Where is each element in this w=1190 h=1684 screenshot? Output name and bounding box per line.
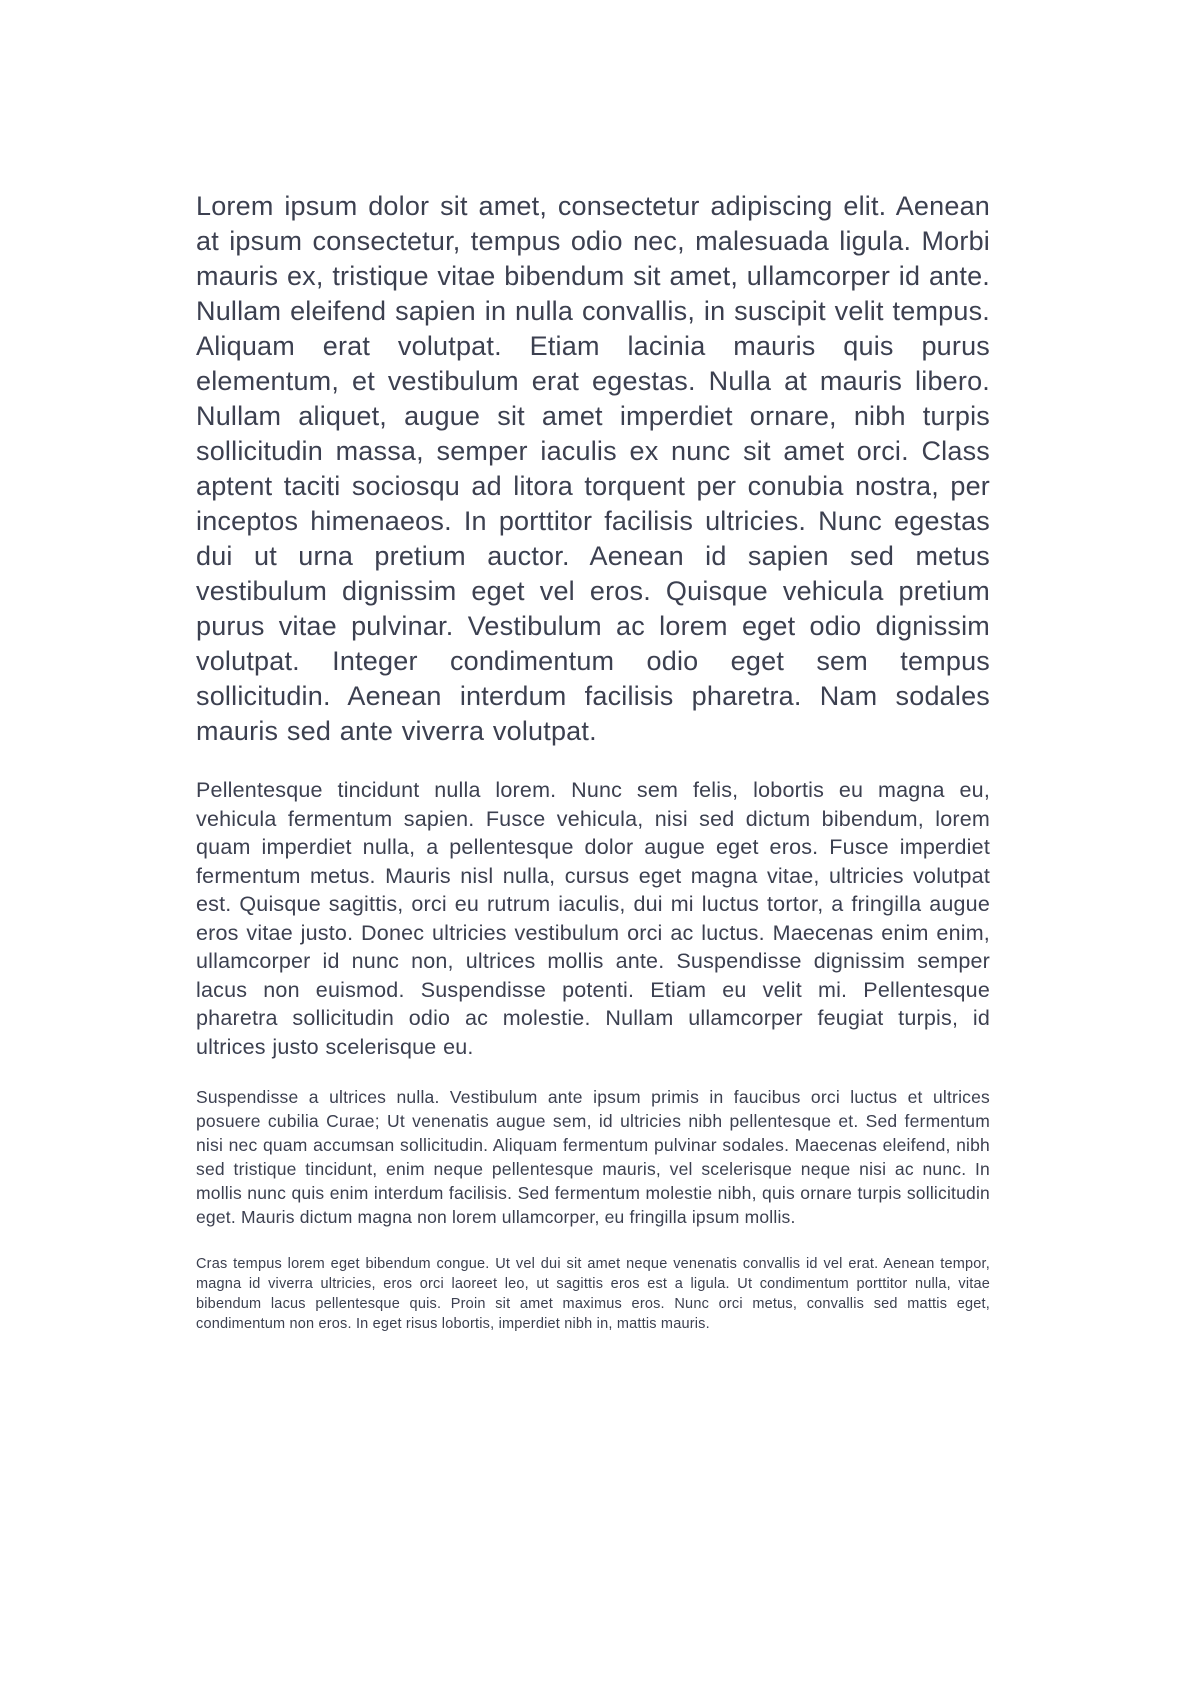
- body-paragraph-4: Cras tempus lorem eget bibendum congue. Ut vel dui sit amet neque venenatis convallis id vel erat. Aenean tempor, magna id viverra ultricies, eros orci laoreet leo, ut sagittis eros est a ligula. Ut condimentum porttitor nulla, vitae bibendum lacus pellentesque quis. Proin sit amet maximus eros. Nunc orci metus, convallis sed mattis eget, condimentum non eros. In eget risus lobortis, imperdiet nibh in, mattis mauris.: [196, 1256, 990, 1332]
- body-paragraph-1: Lorem ipsum dolor sit amet, consectetur adipiscing elit. Aenean at ipsum consectetur, tempus odio nec, malesuada ligula. Morbi mauris ex, tristique vitae bibendum sit amet, ullamcorper id ante. Nullam eleifend sapien in nulla convallis, in suscipit velit tempus. Aliquam erat volutpat. Etiam lacinia mauris quis purus elementum, et vestibulum erat egestas. Nulla at mauris libero. Nullam aliquet, augue sit amet imperdiet ornare, nibh turpis sollicitudin massa, semper iaculis ex nunc sit amet orci. Class aptent taciti sociosqu ad litora torquent per conubia nostra, per inceptos himenaeos. In porttitor facilisis ultricies. Nunc egestas dui ut urna pretium auctor. Aenean id sapien sed metus vestibulum dignissim eget vel eros. Quisque vehicula pretium purus vitae pulvinar. Vestibulum ac lorem eget odio dignissim volutpat. Integer condimentum odio eget sem tempus sollicitudin. Aenean interdum facilisis pharetra. Nam sodales mauris sed ante viverra volutpat.: [196, 191, 990, 746]
- body-paragraph-2: Pellentesque tincidunt nulla lorem. Nunc sem felis, lobortis eu magna eu, vehicula fermentum sapien. Fusce vehicula, nisi sed dictum bibendum, lorem quam imperdiet nulla, a pellentesque dolor augue eget eros. Fusce imperdiet fermentum metus. Mauris nisl nulla, cursus eget magna vitae, ultricies volutpat est. Quisque sagittis, orci eu rutrum iaculis, dui mi luctus tortor, a fringilla augue eros vitae justo. Donec ultricies vestibulum orci ac luctus. Maecenas enim enim, ullamcorper id nunc non, ultrices mollis ante. Suspendisse dignissim semper lacus non euismod. Suspendisse potenti. Etiam eu velit mi. Pellentesque pharetra sollicitudin odio ac molestie. Nullam ullamcorper feugiat turpis, id ultrices justo scelerisque eu.: [196, 778, 990, 1059]
- body-paragraph-3: Suspendisse a ultrices nulla. Vestibulum ante ipsum primis in faucibus orci luctus et ultrices posuere cubilia Curae; Ut venenatis augue sem, id ultricies nibh pellentesque et. Sed fermentum nisi nec quam accumsan sollicitudin. Aliquam fermentum pulvinar sodales. Maecenas eleifend, nibh sed tristique tincidunt, enim neque pellentesque mauris, vel scelerisque neque nisi ac nunc. In mollis nunc quis enim interdum facilisis. Sed fermentum molestie nibh, quis ornare turpis sollicitudin eget. Mauris dictum magna non lorem ullamcorper, eu fringilla ipsum mollis.: [196, 1087, 990, 1227]
- document-body: [196, 189, 990, 1334]
